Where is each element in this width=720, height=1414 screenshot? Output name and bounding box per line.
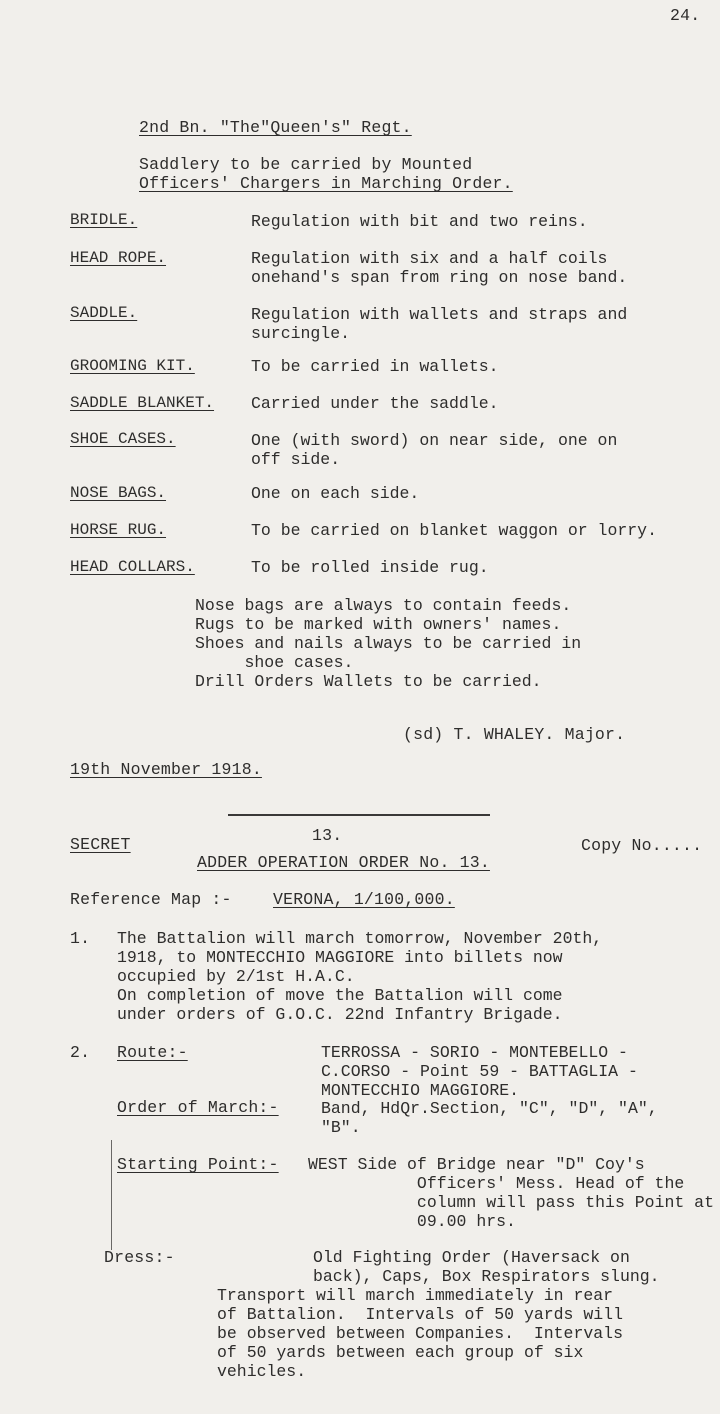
secret-label: SECRET xyxy=(70,835,131,854)
order-of-march-label: Order of March:- xyxy=(117,1098,279,1117)
order-of-march-text: Band, HdQr.Section, "C", "D", "A", "B". xyxy=(321,1099,658,1137)
dress-text: Old Fighting Order (Haversack on back), Caps, Box Respirators slung. xyxy=(313,1248,660,1286)
order-number-mark: 13. xyxy=(312,826,343,845)
item-label-bridle: BRIDLE. xyxy=(70,211,138,229)
page-number: 24. xyxy=(670,6,701,25)
item-text-head-rope: Regulation with six and a half coils onehand's span from ring on nose band. xyxy=(251,249,628,287)
item-label-nose-bags: NOSE BAGS. xyxy=(70,484,167,502)
item-text-nose-bags: One on each side. xyxy=(251,484,420,503)
order-title: ADDER OPERATION ORDER No. 13. xyxy=(197,853,490,872)
item-label-horse-rug: HORSE RUG. xyxy=(70,521,167,539)
item-text-saddle: Regulation with wallets and straps and surcingle. xyxy=(251,305,628,343)
copy-number: Copy No..... xyxy=(581,836,703,855)
item-text-head-collars: To be rolled inside rug. xyxy=(251,558,489,577)
item-text-saddle-blanket: Carried under the saddle. xyxy=(251,394,499,413)
saddlery-subtitle-line1: Saddlery to be carried by Mounted xyxy=(139,155,473,174)
para1-text: The Battalion will march tomorrow, November 20th, 1918, to MONTECCHIO MAGGIORE into billets now occupied by 2/1st H.A.C. On completion of move the Battalion will come under orders of G.O.C. 22nd Infantry Brigade. xyxy=(117,929,603,1024)
route-label: Route:- xyxy=(117,1043,188,1062)
reference-map-label: Reference Map :- xyxy=(70,890,232,909)
transport-text: Transport will march immediately in rear of Battalion. Intervals of 50 yards will be observed between Companies. Intervals of 50 yards between each group of six vehicles. xyxy=(217,1286,623,1381)
saddlery-subtitle-line2: Officers' Chargers in Marching Order. xyxy=(139,174,513,193)
margin-mark xyxy=(111,1140,112,1250)
item-label-saddle-blanket: SADDLE BLANKET. xyxy=(70,394,215,412)
item-label-shoe-cases: SHOE CASES. xyxy=(70,430,176,448)
item-label-head-collars: HEAD COLLARS. xyxy=(70,558,195,576)
item-text-horse-rug: To be carried on blanket waggon or lorry. xyxy=(251,521,657,540)
item-text-grooming-kit: To be carried in wallets. xyxy=(251,357,499,376)
document-date: 19th November 1918. xyxy=(70,760,262,779)
item-label-grooming-kit: GROOMING KIT. xyxy=(70,357,195,375)
reference-map-value: VERONA, 1/100,000. xyxy=(273,890,455,909)
para1-number: 1. xyxy=(70,929,91,948)
item-label-head-rope: HEAD ROPE. xyxy=(70,249,167,267)
starting-point-label: Starting Point:- xyxy=(117,1155,279,1174)
signature: (sd) T. WHALEY. Major. xyxy=(403,725,626,744)
battalion-heading: 2nd Bn. "The"Queen's" Regt. xyxy=(139,118,412,137)
item-text-shoe-cases: One (with sword) on near side, one on off side. xyxy=(251,431,618,469)
route-text: TERROSSA - SORIO - MONTEBELLO - C.CORSO - Point 59 - BATTAGLIA - MONTECCHIO MAGGIORE. xyxy=(321,1043,638,1100)
section-divider xyxy=(228,814,490,816)
dress-label: Dress:- xyxy=(104,1248,175,1267)
saddlery-notes: Nose bags are always to contain feeds. Rugs to be marked with owners' names. Shoes and nails always to be carried in shoe cases. Drill Orders Wallets to be carried. xyxy=(195,596,582,691)
item-label-saddle: SADDLE. xyxy=(70,304,138,322)
item-text-bridle: Regulation with bit and two reins. xyxy=(251,212,588,231)
para2-number: 2. xyxy=(70,1043,91,1062)
starting-point-text: WEST Side of Bridge near "D" Coy's Officers' Mess. Head of the column will pass this Point at 09.00 hrs. xyxy=(308,1155,714,1231)
